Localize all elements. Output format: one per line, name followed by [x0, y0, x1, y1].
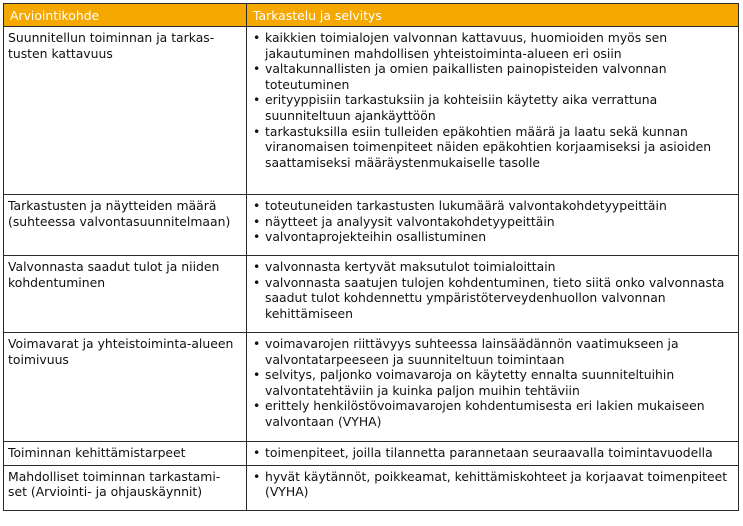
list-item: [251, 367, 734, 398]
target-line: Tarkastusten ja näytteiden määrä: [8, 198, 217, 213]
list-item-text: valtakunnallisten ja omien paikallisten painopisteiden valvonnan toteutuminen: [265, 61, 667, 92]
review-list: [251, 445, 734, 461]
bullet-icon: •: [253, 336, 261, 351]
list-item-text: valvontaprojekteihin osallistuminen: [265, 229, 487, 245]
evaluation-target-cell: [4, 195, 247, 256]
review-cell: [247, 442, 739, 466]
list-item: [251, 124, 734, 171]
target-line: tusten kattavuus: [8, 45, 113, 61]
evaluation-target-cell: [4, 27, 247, 195]
table-row: [4, 442, 739, 466]
target-line: kohdentuminen: [8, 274, 106, 290]
list-item: [251, 198, 734, 214]
target-line: toimivuus: [8, 351, 69, 367]
review-cell: [247, 465, 739, 510]
table-row: [4, 195, 739, 256]
list-item-text: hyvät käytännöt, poikkeamat, kehittämiskohteet ja korjaavat toimenpiteet (VYHA): [265, 468, 728, 500]
target-line: set (Arviointi- ja ohjauskäynnit): [8, 484, 203, 500]
target-line: Valvonnasta saadut tulot ja niiden: [8, 259, 220, 274]
list-item: [251, 61, 734, 92]
review-cell: [247, 256, 739, 333]
bullet-icon: •: [253, 468, 261, 484]
header-review-and-report: Tarkastelu ja selvitys: [247, 4, 739, 27]
list-item-text: tarkastuksilla esiin tulleiden epäkohtien määrä ja laatu sekä kunnan viranomaisen toimenpiteet näiden epäkohtien korjaamiseksi ja asioiden saattamiseksi määräystenmukaiselle tasolle: [265, 123, 712, 170]
bullet-icon: •: [253, 259, 261, 274]
evaluation-table: [3, 3, 739, 511]
evaluation-target-cell: [4, 333, 247, 442]
list-item: [251, 30, 734, 61]
list-item-text: toteutuneiden tarkastusten lukumäärä valvontakohdetyypeittäin: [265, 198, 667, 213]
bullet-icon: •: [253, 30, 261, 45]
bullet-icon: •: [253, 229, 261, 245]
list-item-text: erityyppisiin tarkastuksiin ja kohteisiin käytetty aika verrattuna suunniteltuun ajankäyttöön: [265, 92, 658, 123]
target-line: Voimavarat ja yhteistoiminta-alueen: [8, 336, 234, 351]
list-item-text: valvonnasta saatujen tulojen kohdentuminen, tieto siitä onko valvonnasta saadut tulot kohdennettu ympäristöterveydenhuollon valvonnan kehittämiseen: [265, 274, 725, 321]
review-list: [251, 198, 734, 245]
evaluation-target-cell: [4, 465, 247, 510]
review-list: [251, 259, 734, 321]
list-item: [251, 398, 734, 429]
review-list: [251, 336, 734, 430]
table-row: [4, 465, 739, 510]
table-row: [4, 27, 739, 195]
bullet-icon: •: [253, 123, 261, 139]
bullet-icon: •: [253, 274, 261, 290]
bullet-icon: •: [253, 398, 261, 414]
review-cell: [247, 27, 739, 195]
bullet-icon: •: [253, 198, 261, 213]
list-item: [251, 336, 734, 367]
list-item: [251, 445, 734, 461]
list-item-text: valvonnasta kertyvät maksutulot toimialoittain: [265, 259, 556, 274]
list-item-text: erittely henkilöstövoimavarojen kohdentumisesta eri lakien mukaiseen valvontaan (VYHA): [265, 398, 705, 429]
list-item: [251, 259, 734, 275]
list-item: [251, 229, 734, 245]
list-item: [251, 469, 734, 500]
review-cell: [247, 333, 739, 442]
table-row: [4, 256, 739, 333]
bullet-icon: •: [253, 61, 261, 77]
review-cell: [247, 195, 739, 256]
evaluation-target-cell: [4, 256, 247, 333]
review-list: [251, 30, 734, 170]
list-item-text: toimenpiteet, joilla tilannetta parannetaan seuraavalla toimintavuodella: [265, 445, 713, 460]
target-line: Suunnitellun toiminnan ja tarkas-: [8, 30, 215, 45]
list-item-text: selvitys, paljonko voimavaroja on käytetty ennalta suunniteltuihin valvontatehtäviin ja kuinka paljon muihin tehtäviin: [265, 367, 675, 398]
list-item: [251, 92, 734, 123]
target-line: (suhteessa valvontasuunnitelmaan): [8, 213, 231, 229]
header-evaluation-target: Arviointikohde: [4, 4, 247, 27]
list-item-text: voimavarojen riittävyys suhteessa lainsäädännön vaatimukseen ja valvontatarpeeseen ja suunniteltuun toimintaan: [265, 336, 679, 367]
list-item: [251, 275, 734, 322]
evaluation-target-cell: [4, 442, 247, 466]
list-item-text: näytteet ja analyysit valvontakohdetyypeittäin: [265, 213, 555, 229]
target-line: Toiminnan kehittämistarpeet: [8, 445, 186, 460]
list-item: [251, 214, 734, 230]
table-row: [4, 333, 739, 442]
bullet-icon: •: [253, 445, 261, 460]
bullet-icon: •: [253, 213, 261, 229]
bullet-icon: •: [253, 367, 261, 383]
target-line: Mahdolliset toiminnan tarkastami-: [8, 468, 221, 484]
header-row: [4, 4, 739, 27]
bullet-icon: •: [253, 92, 261, 108]
list-item-text: kaikkien toimialojen valvonnan kattavuus, huomioiden myös sen jakautuminen mahdollisen yhteistoiminta-alueen eri osiin: [265, 30, 668, 61]
review-list: [251, 469, 734, 500]
